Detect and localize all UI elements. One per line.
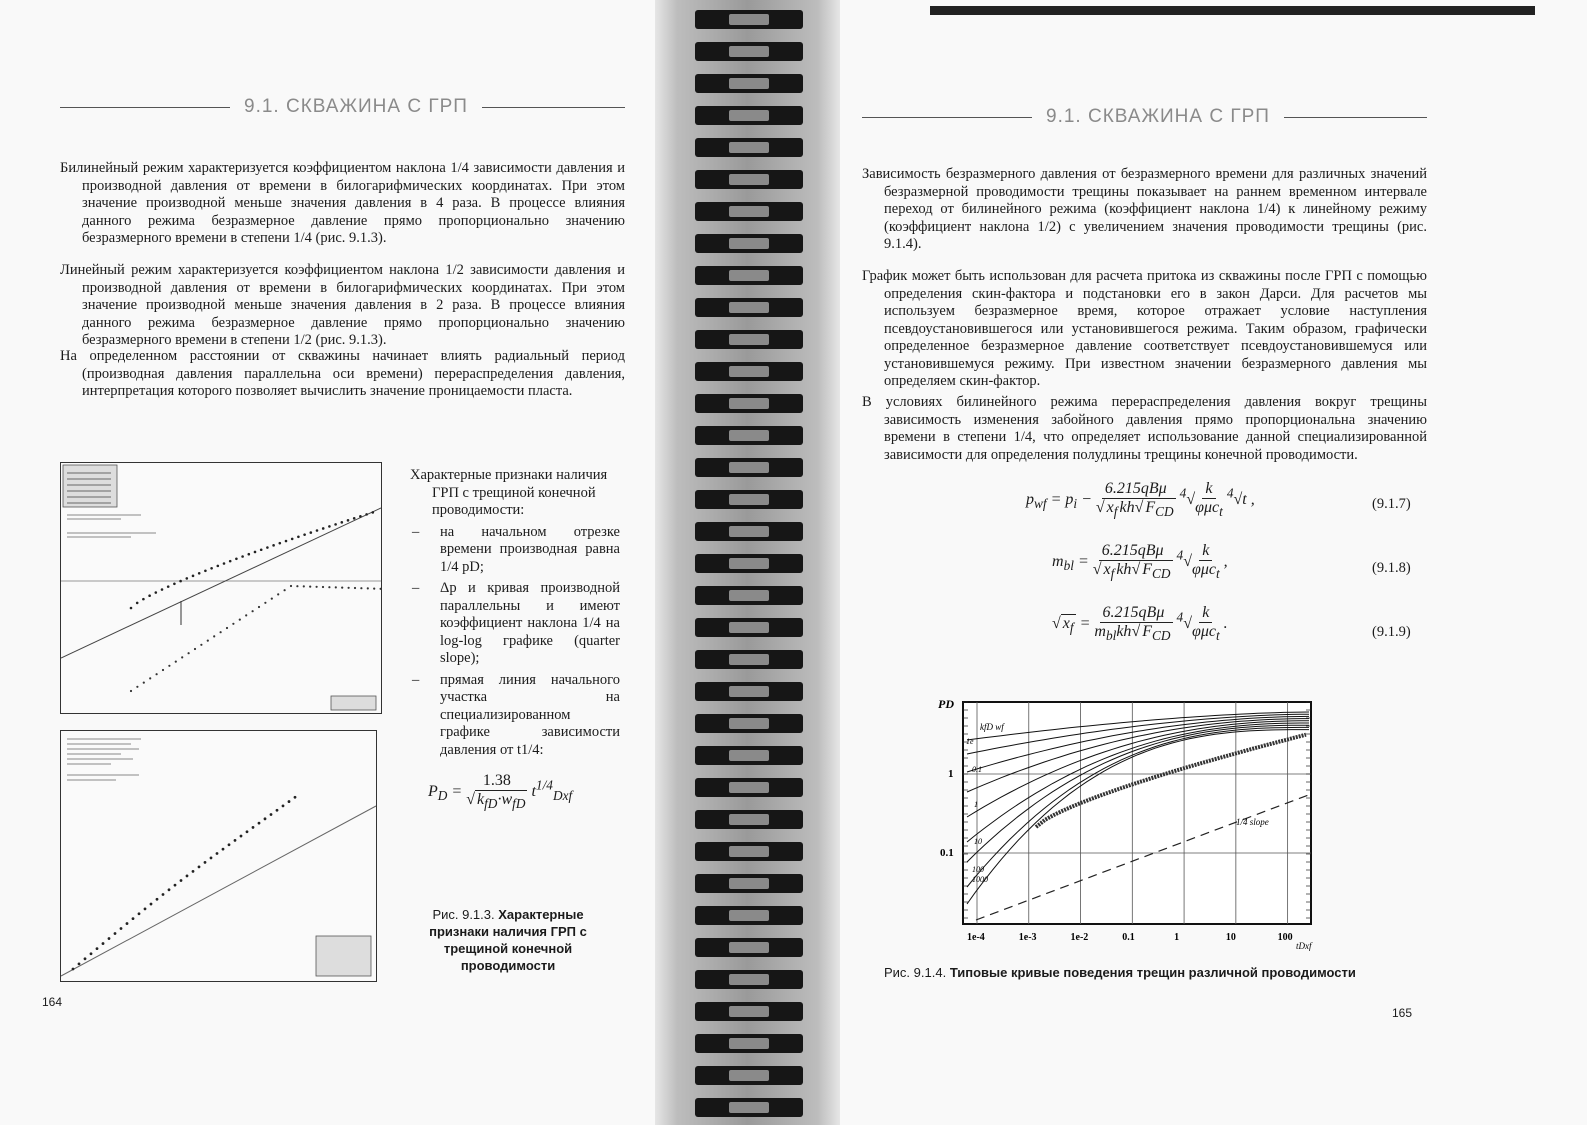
eq-extra: t (1242, 490, 1247, 508)
data-point (347, 519, 350, 522)
data-point (210, 567, 213, 570)
eq-root-num: k (1199, 542, 1212, 561)
feature-item: – Δp и кривая производной параллельны и имеют коэффициент наклона 1/4 на log-log графике (quarter slope); (440, 580, 620, 668)
data-point (380, 588, 382, 590)
binding-ring (695, 874, 803, 893)
binding-ring (695, 490, 803, 509)
data-point (328, 586, 330, 588)
binding-ring (695, 1098, 803, 1117)
data-point (277, 593, 279, 595)
data-point (266, 546, 269, 549)
binding-ring (695, 650, 803, 669)
eq-root-fraction (1195, 480, 1223, 520)
features-intro: Характерные признаки наличия ГРП с трещиной конечной проводимости: (410, 467, 608, 518)
formula-den: k (477, 791, 485, 808)
data-point (254, 551, 257, 554)
data-point (341, 521, 344, 524)
left-page-header (60, 96, 625, 118)
x-tick-label: 100 (1277, 932, 1293, 943)
binding-ring (695, 362, 803, 381)
paragraph: График может быть использован для расчета притока из скважины после ГРП с помощью определения скин-фактора и подстановки его в закон Дарси. Для расчетов мы используем безразмерное время, которое отражает условие наступления псевдоустановившегося или установившегося режима. Таким образом, графически определенное безразмерное давление соответствует псевдоустановившемуся или установившемуся режиму. При известном значении безразмерного давления мы определяем скин-фактор. (862, 268, 1427, 389)
header-rule (60, 107, 230, 108)
data-point (272, 544, 275, 547)
data-point (136, 602, 139, 605)
curve-label: 100 (972, 865, 984, 874)
data-point (130, 690, 132, 692)
data-point (239, 619, 241, 621)
data-point (155, 591, 158, 594)
data-point (310, 531, 313, 534)
data-point (213, 635, 215, 637)
data-point (232, 623, 234, 625)
binding-ring (695, 938, 803, 957)
eq-sub: f (1113, 504, 1118, 520)
formula-sub: fD (512, 796, 526, 812)
data-point (294, 796, 297, 799)
formula-lhs: P (428, 782, 438, 800)
left-page (0, 0, 655, 1125)
data-point (252, 610, 254, 612)
data-point (198, 572, 201, 575)
header-rule (1284, 117, 1427, 118)
data-point (297, 535, 300, 538)
eq-sub: f (1110, 566, 1115, 582)
data-point (334, 523, 337, 526)
data-point (360, 587, 362, 589)
curve-label: 1000 (972, 875, 988, 884)
data-point (264, 817, 267, 820)
data-point (180, 879, 183, 882)
data-point (373, 588, 375, 590)
x-tick-label: 1e-3 (1018, 932, 1037, 943)
curve-label: 1e (966, 737, 974, 746)
equation-9-1-9: √ $x_f$ = $\frac{\text{6.215qBμ}}{m_{bl}kh√ F_{CD}}$ $^4$√ $\frac{k}{\varphi\mu c_t}$ . (1052, 604, 1228, 644)
feature-item: – на начальном отрезке времени производная равна 1/4 pD; (440, 524, 620, 577)
eq-fraction: $\frac{\text{6.215qBμ}}{m_{bl}kh√ F_{CD}}$ (1094, 604, 1171, 644)
binding-ring (695, 74, 803, 93)
data-point (130, 607, 133, 610)
binding-ring (695, 138, 803, 157)
binding-ring (695, 394, 803, 413)
binding-ring (695, 970, 803, 989)
binding-ring (695, 458, 803, 477)
data-point (270, 813, 273, 816)
eq-rhs-start: = (1077, 552, 1089, 570)
eq-sub: CD (1155, 504, 1174, 520)
data-point (142, 598, 145, 601)
right-page-header (862, 106, 1427, 128)
data-point (174, 884, 177, 887)
data-point (126, 922, 129, 925)
data-point (168, 665, 170, 667)
data-point (162, 669, 164, 671)
data-point (354, 587, 356, 589)
binding-ring (695, 522, 803, 541)
formula-pd: $P_D$ = $\frac{1.38}{√ k_{fD}\cdot w_{fD}}$ $t^{1/4}_{Dxf}$ (428, 772, 573, 812)
eq-sub: bl (1105, 628, 1117, 644)
eq-numerator: 6.215qBμ (1102, 480, 1170, 499)
data-point (84, 957, 87, 960)
legend-label: kfD wf (980, 722, 1004, 732)
equation-9-1-7: $p_{wf} = p_i$ − $\frac{\text{6.215qBμ}}{√ x_f kh√ F_{CD}}$ $^4$√ $\frac{k}{\varphi\mu c_t}$ $^4$√t , (1026, 480, 1255, 520)
binding-ring (695, 586, 803, 605)
eq-root-den: φμc (1191, 561, 1216, 578)
software-plot-upper (60, 462, 382, 714)
paragraph: Линейный режим характеризуется коэффициентом наклона 1/2 зависимости давления и производной давления от времени в билогарифмических координатах. При этом значение производной меньше значения давления в 2 раза. В процессе влияния данного режима безразмерное давление прямо пропорционально значению безразмерного времени в степени 1/2 (рис. 9.1.3). (60, 262, 625, 348)
equation-9-1-8: $m_{bl}$ = $\frac{\text{6.215qBμ}}{√ x_f kh√ F_{CD}}$ $^4$√ $\frac{k}{\varphi\mu c_t}$ , (1052, 542, 1228, 582)
data-point (162, 893, 165, 896)
y-tick-label: 0.1 (940, 847, 954, 859)
data-point (173, 583, 176, 586)
data-point (138, 912, 141, 915)
data-point (285, 540, 288, 543)
data-point (194, 648, 196, 650)
data-point (156, 898, 159, 901)
binding-ring (695, 1034, 803, 1053)
data-point (150, 903, 153, 906)
top-edge-bar (930, 6, 1535, 15)
figure-caption (884, 964, 1424, 981)
slope-annotation: 1/4 slope (1236, 817, 1269, 827)
feature-item: – прямая линия начального участка на специализированном графике зависимости давления от t1/4: (440, 672, 620, 760)
eq-den-mid: kh (1116, 561, 1132, 578)
data-point (260, 548, 263, 551)
pressure-data-points (72, 796, 297, 971)
eq-root-fraction (1192, 542, 1220, 582)
data-point (156, 673, 158, 675)
binding-ring (695, 330, 803, 349)
formula-sup: 1/4 (535, 777, 553, 793)
eq-root-fraction (1192, 604, 1220, 644)
eq-sub: f (1069, 619, 1074, 635)
binding-ring (695, 1066, 803, 1085)
curve-label: 1 (974, 800, 978, 809)
eq-sub: t (1219, 504, 1223, 520)
eq-sub: t (1215, 566, 1220, 582)
eq-den-mid: kh (1116, 623, 1132, 640)
data-point (245, 614, 247, 616)
data-point (192, 575, 195, 578)
y-axis-label: PD (938, 697, 954, 711)
data-point (241, 555, 244, 558)
eq-root-den: φμc (1195, 499, 1220, 516)
data-point (223, 562, 226, 565)
data-point (271, 598, 273, 600)
eq-lhs: p (1026, 490, 1034, 508)
data-point (108, 937, 111, 940)
eq-lhs: x (1062, 614, 1070, 632)
y-tick-label: 1 (948, 768, 954, 780)
binding-ring (695, 202, 803, 221)
data-point (148, 594, 151, 597)
plot-info-box (63, 465, 117, 507)
data-point (210, 857, 213, 860)
spiral-binding (655, 0, 840, 1125)
data-point (175, 661, 177, 663)
header-title: 9.1. СКВАЖИНА С ГРП (1046, 106, 1270, 127)
curve-label: 0.1 (972, 765, 982, 774)
data-point (198, 865, 201, 868)
data-point (120, 927, 123, 930)
pressure-data-points (130, 511, 374, 609)
x-axis-suffix: tDxf (1296, 941, 1312, 951)
data-point (264, 602, 266, 604)
data-point (136, 686, 138, 688)
data-point (161, 588, 164, 591)
data-point (248, 553, 251, 556)
binding-ring (695, 426, 803, 445)
data-point (204, 861, 207, 864)
eq-den-root: F (1145, 499, 1156, 516)
binding-ring (695, 618, 803, 637)
eq-den-mid: kh (1119, 499, 1135, 516)
eq-root-num: k (1199, 604, 1212, 623)
caption-text: Характерные признаки наличия ГРП с трещиной конечной проводимости (429, 907, 587, 973)
binding-ring (695, 778, 803, 797)
data-point (102, 942, 105, 945)
formula-sub: fD (484, 796, 498, 812)
eq-den: x (1106, 499, 1114, 516)
eq-fraction: $\frac{\text{6.215qBμ}}{√ x_f kh√ F_{CD}}$ (1092, 542, 1171, 582)
x-tick-label: 1e-4 (967, 932, 985, 943)
data-point (167, 585, 170, 588)
eq-root-num: k (1202, 480, 1215, 499)
formula-den-mid: ·w (497, 791, 513, 808)
data-point (78, 963, 81, 966)
eq-den-root: F (1142, 561, 1152, 578)
data-point (222, 848, 225, 851)
eq-sub: CD (1152, 628, 1171, 644)
eq-sub: CD (1152, 566, 1171, 582)
data-point (328, 525, 331, 528)
data-point (132, 917, 135, 920)
equation-number: (9.1.9) (1372, 624, 1411, 640)
data-point (246, 830, 249, 833)
data-point (90, 952, 93, 955)
x-tick-label: 1e-2 (1070, 932, 1089, 943)
x-tick-labels (967, 932, 1293, 943)
header-title: 9.1. СКВАЖИНА С ГРП (244, 96, 468, 117)
data-point (258, 822, 261, 825)
eq-den: m (1094, 623, 1106, 640)
data-point (96, 947, 99, 950)
data-point (220, 631, 222, 633)
eq-numerator: 6.215qBμ (1099, 542, 1167, 561)
data-point (226, 627, 228, 629)
data-point (303, 585, 305, 587)
page-number: 164 (42, 995, 63, 1009)
eq-fraction: $\frac{\text{6.215qBμ}}{√ x_f kh√ F_{CD}}$ (1095, 480, 1174, 520)
eq-sub: bl (1063, 557, 1074, 573)
data-point (322, 586, 324, 588)
data-point (181, 656, 183, 658)
data-point (234, 839, 237, 842)
data-point (114, 932, 117, 935)
data-point (204, 569, 207, 572)
data-point (316, 529, 319, 532)
eq-root-den: φμc (1191, 623, 1216, 640)
data-point (335, 586, 337, 588)
data-point (296, 585, 298, 587)
binding-ring (695, 234, 803, 253)
binding-ring (695, 746, 803, 765)
x-tick-label: 10 (1225, 932, 1236, 943)
data-point (279, 542, 282, 545)
binding-ring (695, 298, 803, 317)
right-page (840, 0, 1587, 1125)
data-point (316, 586, 318, 588)
data-point (235, 558, 238, 561)
binding-ring (695, 906, 803, 925)
data-point (372, 511, 375, 514)
data-point (186, 577, 189, 580)
data-point (217, 565, 220, 568)
data-point (144, 907, 147, 910)
caption-prefix: Рис. 9.1.3. (432, 907, 495, 922)
binding-ring (695, 810, 803, 829)
data-point (179, 580, 182, 583)
data-point (367, 587, 369, 589)
software-plot-lower (60, 730, 377, 982)
data-point (284, 589, 286, 591)
data-point (348, 587, 350, 589)
data-point (252, 826, 255, 829)
header-rule (482, 107, 625, 108)
formula-sub: Dxf (552, 787, 573, 803)
data-point (341, 587, 343, 589)
data-point (282, 805, 285, 808)
paragraph: В условиях билинейного режима перераспределения давления вокруг трещины зависимость изменения забойного давления прямо пропорциональна значению времени в степени 1/4, что определяет использование данной специализированной зависимости для определения полудлины трещины конечной проводимости. (862, 394, 1427, 463)
formula-tail: t (531, 782, 536, 800)
data-point (353, 517, 356, 520)
data-point (240, 835, 243, 838)
eq-rhs-start: = (1079, 614, 1091, 632)
binding-ring (695, 42, 803, 61)
caption-prefix: Рис. 9.1.4. (884, 965, 947, 980)
formula-sub: D (437, 787, 448, 803)
figure-caption (422, 906, 594, 974)
binding-ring (695, 682, 803, 701)
caption-text: Типовые кривые поведения трещин различной проводимости (949, 965, 1356, 980)
eq-rhs-start: = p (1050, 490, 1074, 508)
eq-sub: i (1073, 495, 1078, 511)
data-point (359, 515, 362, 518)
eq-den-root: F (1142, 623, 1152, 640)
page-number: 165 (1392, 1006, 1413, 1020)
data-point (288, 800, 291, 803)
formula-fraction: $\frac{1.38}{√ k_{fD}\cdot w_{fD}}$ (466, 772, 526, 812)
formula-numerator: 1.38 (480, 772, 514, 791)
data-point (322, 527, 325, 530)
binding-ring (695, 10, 803, 29)
binding-ring (695, 714, 803, 733)
binding-ring (695, 170, 803, 189)
paragraph: Билинейный режим характеризуется коэффициентом наклона 1/4 зависимости давления и производной давления от времени в билогарифмических координатах. При этом значение производной меньше значения давления в 4 раза. В процессе влияния данного режима безразмерное давление прямо пропорционально значению безразмерного времени в степени 1/4 (рис. 9.1.3). (60, 160, 625, 246)
data-point (365, 513, 368, 516)
features-list (410, 467, 620, 763)
binding-ring (695, 1002, 803, 1021)
binding-ring (695, 106, 803, 125)
paragraph: На определенном расстоянии от скважины начинает влиять радиальный период (производная давления параллельна оси времени) перераспределения давления, интерпретация которого позволяет вычислить значение проницаемости пласта. (60, 348, 625, 399)
data-point (192, 870, 195, 873)
data-point (290, 585, 292, 587)
data-point (188, 652, 190, 654)
curve-label: 10 (974, 837, 982, 846)
data-point (303, 533, 306, 536)
data-point (72, 968, 75, 971)
data-point (143, 682, 145, 684)
data-point (149, 677, 151, 679)
data-point (258, 606, 260, 608)
data-point (200, 644, 202, 646)
type-curve-chart (936, 692, 1326, 954)
data-point (309, 586, 311, 588)
eq-numerator: 6.215qBμ (1100, 604, 1168, 623)
x-tick-label: 1 (1174, 932, 1180, 943)
data-point (207, 640, 209, 642)
header-rule (862, 117, 1032, 118)
eq-lhs: m (1052, 552, 1064, 570)
derivative-data-points (130, 585, 382, 692)
binding-ring (695, 266, 803, 285)
data-point (168, 888, 171, 891)
binding-ring (695, 842, 803, 861)
eq-den: x (1103, 561, 1111, 578)
eq-sub: wf (1034, 495, 1047, 511)
data-point (229, 560, 232, 563)
x-tick-label: 0.1 (1122, 932, 1135, 943)
eq-sub: t (1215, 628, 1220, 644)
data-point (216, 852, 219, 855)
data-point (228, 843, 231, 846)
equation-number: (9.1.8) (1372, 560, 1411, 576)
data-point (291, 538, 294, 541)
data-point (186, 875, 189, 878)
equation-number: (9.1.7) (1372, 496, 1411, 512)
paragraph: Зависимость безразмерного давления от безразмерного времени для различных значений безразмерной проводимости трещины показывает на раннем временном интервале переход от билинейного режима (коэффициент наклона 1/4) к линейному режиму (коэффициент наклона 1/2) с увеличением значения проводимости трещины (рис. 9.1.4). (862, 166, 1427, 252)
data-point (276, 809, 279, 812)
binding-ring (695, 554, 803, 573)
